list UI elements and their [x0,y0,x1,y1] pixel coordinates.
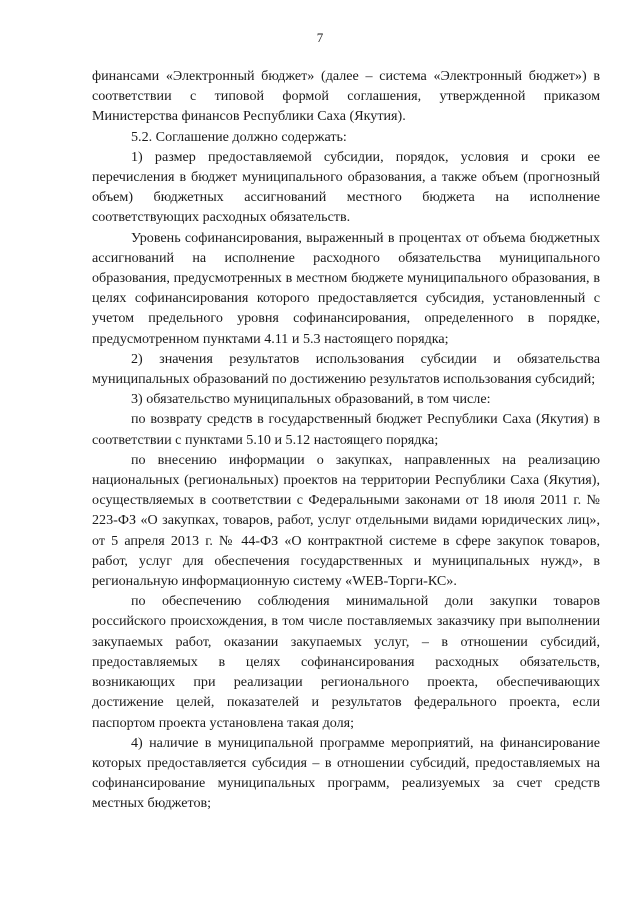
document-body [92,66,600,814]
paragraph-item-1: 1) размер предоставляемой субсидии, порядок, условия и сроки ее перечисления в бюджет муниципального образования, а также объем (прогнозный объем) бюджетных ассигнований местного бюджета на исполнение соответствующих расходных обязательств. [92,148,600,226]
paragraph-section-5-2: 5.2. Соглашение должно содержать: [131,128,347,145]
paragraph-refund: по возврату средств в государственный бюджет Республики Саха (Якутия) в соответствии с пунктами 5.10 и 5.12 настоящего порядка; [92,411,600,448]
paragraph-cofinancing-level: Уровень софинансирования, выраженный в процентах от объема бюджетных ассигнований на исполнение расходного обязательства муниципального образования, предусмотренных в местном бюджете муниципального образования, в целях софинансирования которого предоставляется субсидия, установленный с учетом предельного уровня софинансирования, определенного в порядке, предусмотренном пунктами 4.11 и 5.3 настоящего порядка; [92,229,600,347]
paragraph-procurement-info: по внесению информации о закупках, направленных на реализацию национальных (региональных) проектов на территории Республики Саха (Якутия), осуществляемых в соответствии с Федеральными законами от 18 июля 2011 г. № 223-ФЗ «О закупках, товаров, работ, услуг отдельными видами юридических лиц», от 5 апреля 2013 г. № 44-ФЗ «О контрактной системе в сфере закупок товаров, работ, услуг для обеспечения государственных и муниципальных нужд», в региональную информационную систему «WEB-Торги-КС». [92,451,600,590]
paragraph-item-2: 2) значения результатов использования субсидии и обязательства муниципальных образований по достижению результатов использования субсидий; [92,350,600,388]
paragraph-item-3: 3) обязательство муниципальных образований, в том числе: [131,391,491,408]
paragraph-item-4: 4) наличие в муниципальной программе мероприятий, на финансирование которых предоставляется субсидия – в отношении субсидий, предоставляемых на софинансирование муниципальных программ, реализуемых за счет средств местных бюджетов; [92,734,600,812]
paragraph-continuation: финансами «Электронный бюджет» (далее – система «Электронный бюджет») в соответствии с типовой формой соглашения, утвержденной приказом Министерства финансов Республики Саха (Якутия). [92,68,600,125]
page-number: 7 [316,30,324,45]
paragraph-russian-goods: по обеспечению соблюдения минимальной доли закупки товаров российского происхождения, в том числе поставляемых заказчику при выполнении закупаемых работ, оказании закупаемых услуг, – в отношении субсидий, предоставляемых в целях софинансирования расходных обязательств, возникающих при реализации регионального проекта, обеспечивающих достижение целей, показателей и результатов федерального проекта, если паспортом проекта установлена такая доля; [92,593,600,731]
